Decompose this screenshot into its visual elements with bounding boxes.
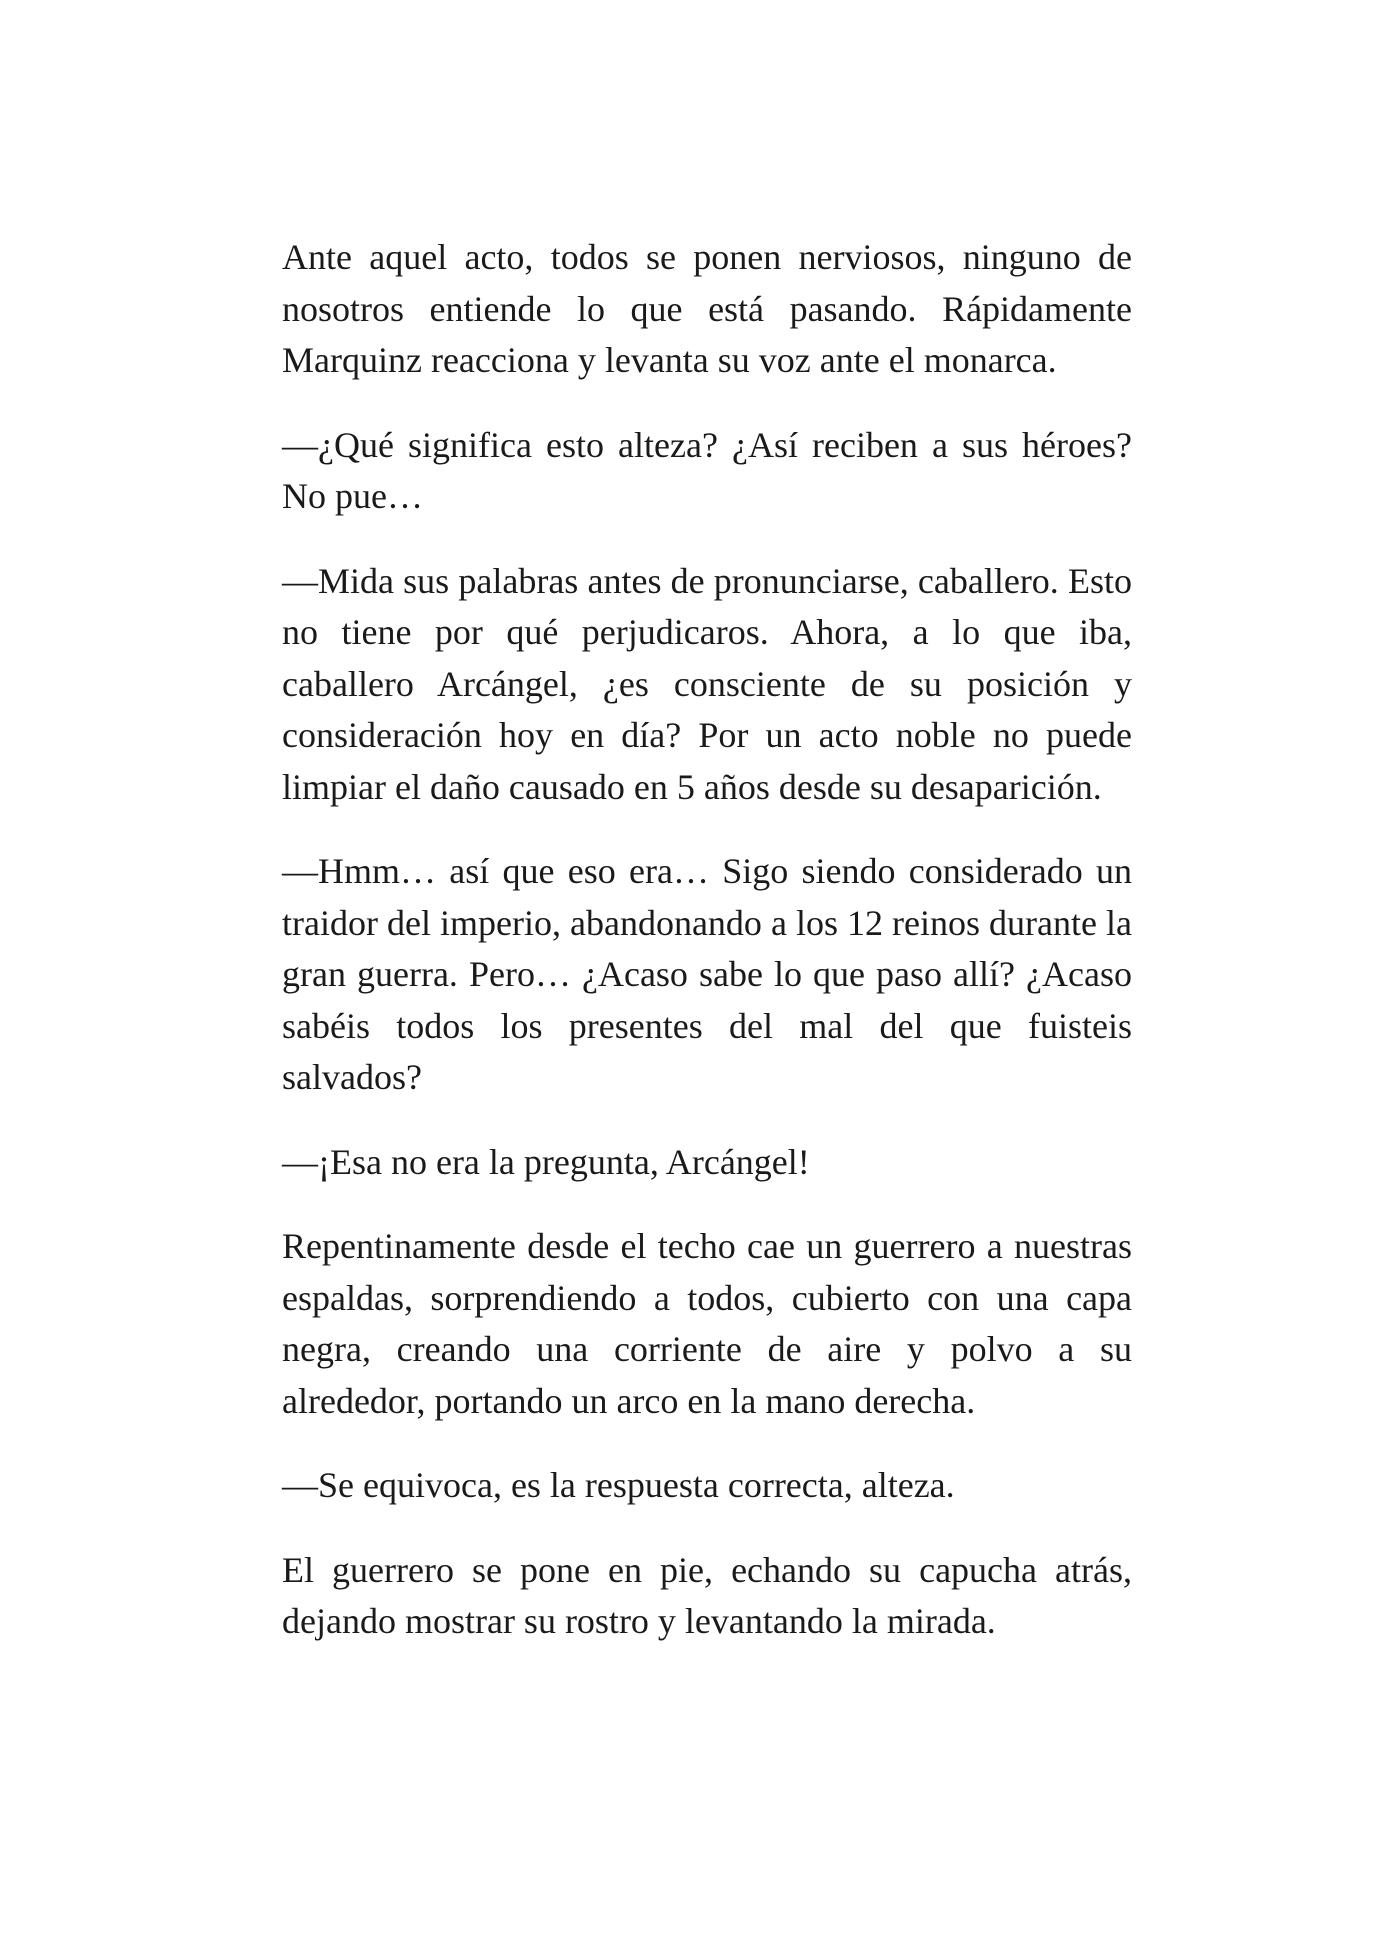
paragraph-narration-3: El guerrero se pone en pie, echando su capucha atrás, dejando mostrar su rostro y levantando la mirada. xyxy=(282,1549,1132,1641)
paragraph-dialogue-monarch-2: —¡Esa no era la pregunta, Arcángel! xyxy=(282,1141,810,1182)
paragraph-narration-1: Ante aquel acto, todos se ponen nerviosos, ninguno de nosotros entiende lo que está pasando. Rápidamente Marquinz reacciona y levanta su voz ante el monarca. xyxy=(282,237,1132,380)
paragraph-dialogue-marquinz: —¿Qué significa esto alteza? ¿Así reciben a sus héroes? No pue… xyxy=(282,424,1132,516)
paragraph-dialogue-arcangel: —Hmm… así que eso era… Sigo siendo considerado un traidor del imperio, abandonando a los 12 reinos durante la gran guerra. Pero… ¿Acaso sabe lo que paso allí? ¿Acaso sabéis todos los presentes del mal del que fuisteis salvados? xyxy=(282,851,1132,1097)
paragraph-dialogue-monarch-1: —Mida sus palabras antes de pronunciarse, caballero. Esto no tiene por qué perjudicaros. Ahora, a lo que iba, caballero Arcángel, ¿es consciente de su posición y consideración hoy en día? Por un acto noble no puede limpiar el daño causado en 5 años desde su desaparición. xyxy=(282,560,1132,807)
page-body-text xyxy=(282,232,1132,1681)
paragraph-narration-2: Repentinamente desde el techo cae un guerrero a nuestras espaldas, sorprendiendo a todos, cubierto con una capa negra, creando una corriente de aire y polvo a su alrededor, portando un arco en la mano derecha. xyxy=(282,1226,1132,1421)
paragraph-dialogue-warrior: —Se equivoca, es la respuesta correcta, alteza. xyxy=(282,1465,955,1505)
